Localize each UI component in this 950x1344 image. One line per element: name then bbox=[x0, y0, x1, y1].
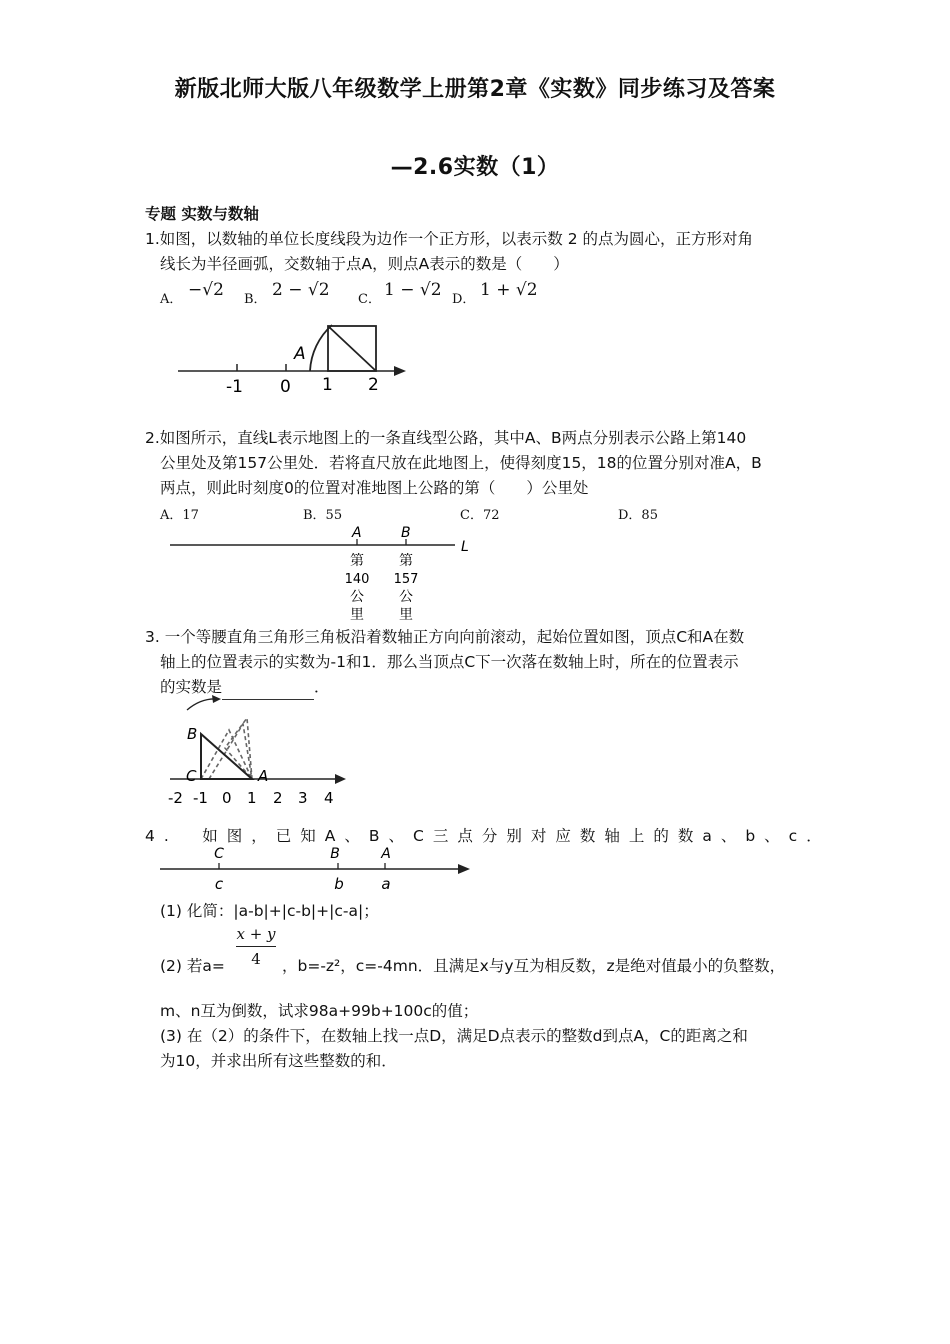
axis-arrow bbox=[394, 366, 406, 376]
point-a-label: A bbox=[294, 344, 306, 364]
b-caption-char: 里 bbox=[399, 607, 413, 623]
q2-option-a: A．17 bbox=[160, 508, 199, 523]
q2-line3: 两点，则此时刻度0的位置对准地图上公路的第（ ）公里处 bbox=[160, 479, 589, 497]
q4-intro: 4. 如图，已知A、B、C三点分别对应数轴上的数a、b、c． bbox=[145, 827, 831, 845]
q1-option-expr: 1 − √2 bbox=[384, 280, 442, 300]
point-b-label: B bbox=[330, 846, 340, 862]
vertex-c-label: C bbox=[186, 767, 197, 785]
b-caption-char: 第 bbox=[399, 553, 413, 569]
tick-label: -1 bbox=[193, 789, 208, 807]
tick-label: 2 bbox=[273, 789, 283, 807]
q1-figure bbox=[170, 318, 420, 400]
q4-figure bbox=[158, 842, 478, 894]
q1-option-letter: A． bbox=[160, 292, 183, 307]
tick-label: 2 bbox=[368, 375, 379, 395]
rolling-triangles-dashed bbox=[201, 718, 252, 779]
q1-option-letter: B． bbox=[244, 292, 267, 307]
point-a-label: A bbox=[352, 525, 362, 541]
q4-part2-prefix: (2) 若a= bbox=[160, 957, 225, 975]
tick-label: -2 bbox=[168, 789, 183, 807]
a-caption-char: 公 bbox=[350, 589, 364, 605]
q1-options bbox=[160, 280, 720, 306]
fraction-denominator: 4 bbox=[251, 950, 261, 968]
tick-label: 0 bbox=[280, 377, 291, 397]
tick-label: 3 bbox=[298, 789, 308, 807]
q1-option-expr: −√2 bbox=[188, 280, 224, 300]
q3-line3-prefix: 的实数是 bbox=[160, 678, 223, 696]
a-caption-char: 里 bbox=[350, 607, 364, 623]
vertex-b-label: B bbox=[187, 725, 198, 743]
vertex-a-label: A bbox=[258, 767, 269, 785]
q4-part3-line1: (3) 在（2）的条件下，在数轴上找一点D，满足D点表示的整数d到点A，C的距离之和 bbox=[160, 1027, 748, 1045]
q4-part2-line2: m、n互为倒数，试求98a+99b+100c的值； bbox=[160, 1002, 479, 1020]
q2-line1: 2.如图所示，直线L表示地图上的一条直线型公路，其中A、B两点分别表示公路上第140 bbox=[145, 429, 747, 447]
q2-line2: 公里处及第157公里处．若将直尺放在此地图上，使得刻度15，18的位置分别对准A，B bbox=[160, 454, 762, 472]
q3-line3-suffix: ． bbox=[314, 678, 330, 696]
line-l-label: L bbox=[461, 539, 469, 555]
fraction-bar bbox=[236, 946, 276, 947]
a-caption-char: 第 bbox=[350, 553, 364, 569]
q4-part1: (1) 化简：|a-b|+|c-b|+|c-a|； bbox=[160, 902, 379, 920]
tick-label: 0 bbox=[222, 789, 232, 807]
value-b-label: b bbox=[334, 875, 344, 893]
value-a-label: a bbox=[381, 875, 391, 893]
q4-part3-line2: 为10，并求出所有这些整数的和． bbox=[160, 1052, 397, 1070]
q1-option-letter: C． bbox=[358, 292, 381, 307]
q4-part2-suffix: ，b=-z²，c=-4mn．且满足x与y互为相反数，z是绝对值最小的负整数， bbox=[282, 957, 786, 975]
fraction-numerator: x + y bbox=[236, 925, 276, 943]
q3-line1: 3. 一个等腰直角三角形三角板沿着数轴正方向向前滚动，起始位置如图，顶点C和A在数 bbox=[145, 628, 745, 646]
point-c-label: C bbox=[214, 846, 224, 862]
q2-option-b: B．55 bbox=[303, 508, 343, 523]
point-b-label: B bbox=[401, 525, 411, 541]
roll-arrow-head bbox=[212, 695, 221, 703]
triangle-initial bbox=[201, 734, 252, 779]
a-caption-number: 140 bbox=[344, 572, 370, 587]
q2-option-d: D．85 bbox=[618, 508, 658, 523]
q3-line2: 轴上的位置表示的实数为-1和1．那么当顶点C下一次落在数轴上时，所在的位置表示 bbox=[160, 653, 739, 671]
point-a-label: A bbox=[381, 846, 391, 862]
q3-figure bbox=[165, 690, 355, 808]
q1-option-expr: 2 − √2 bbox=[272, 280, 330, 300]
q2-figure bbox=[165, 520, 485, 624]
roll-arrow bbox=[187, 699, 217, 710]
axis-arrow bbox=[458, 864, 470, 874]
page-subtitle: —2.6实数（1） bbox=[390, 155, 560, 180]
tick-label: 1 bbox=[322, 375, 333, 395]
q1-option-expr: 1 + √2 bbox=[480, 280, 538, 300]
q1-option-letter: D． bbox=[452, 292, 476, 307]
square-diagonal bbox=[328, 326, 376, 371]
b-caption-char: 公 bbox=[399, 589, 413, 605]
tick-label: -1 bbox=[226, 377, 243, 397]
tick-label: 1 bbox=[247, 789, 257, 807]
page-title: 新版北师大版八年级数学上册第2章《实数》同步练习及答案 bbox=[174, 77, 776, 102]
value-c-label: c bbox=[214, 875, 224, 893]
q1-line1: 1.如图，以数轴的单位长度线段为边作一个正方形，以表示数 2 的点为圆心，正方形对角 bbox=[145, 230, 754, 248]
axis-arrow bbox=[335, 774, 346, 784]
section-heading: 专题 实数与数轴 bbox=[145, 205, 259, 223]
tick-label: 4 bbox=[324, 789, 334, 807]
b-caption-number: 157 bbox=[393, 572, 419, 587]
q1-line2: 线长为半径画弧，交数轴于点A，则点A表示的数是（ ） bbox=[160, 255, 569, 273]
q2-option-c: C．72 bbox=[460, 508, 500, 523]
